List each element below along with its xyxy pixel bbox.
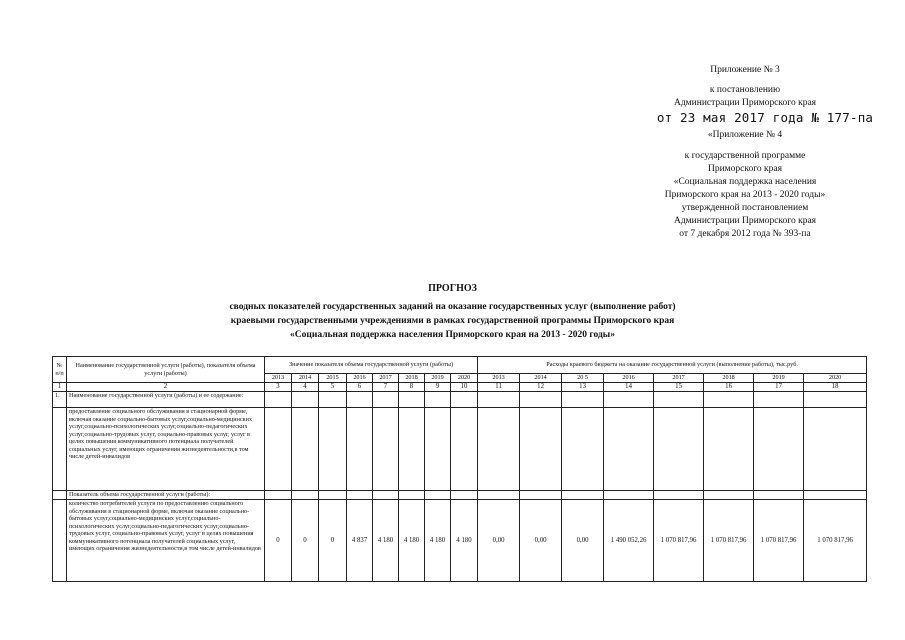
col-name-header: Наименование государственной услуги (работы), показателя объема услуги (работы)	[67, 357, 265, 383]
col-number: 9	[425, 383, 451, 392]
header-administration-2: Администрации Приморского края	[673, 216, 817, 226]
col-number: 15	[654, 383, 704, 392]
col-number: 10	[451, 383, 478, 392]
document-heading: ПРОГНОЗ	[428, 283, 477, 294]
value-cell: 4 180	[451, 500, 478, 582]
col-number: 3	[265, 383, 292, 392]
year-cell: 2019	[754, 374, 804, 383]
year-cell: 2014	[292, 374, 319, 383]
expense-cell: 1 490 052,26	[604, 500, 654, 582]
value-cell: 4 180	[399, 500, 425, 582]
expense-cell: 1 070 817,96	[654, 500, 704, 582]
value-cell: 4 180	[425, 500, 451, 582]
row-label: предоставление социального обслуживания в стационарной форме, включая оказание социально-бытовых услуг,социально-медицинских услуг,социально-психологических услуг,социально-педагогических услуг,социально-трудовых услуг, социально-правовых услуг, услуг в целях повышения коммуникативного потенциала получателей социальных услуг, имеющих ограничения жизнедеятельности,в том числе детей-инвалидов	[67, 408, 265, 491]
expense-cell: 0,00	[520, 500, 562, 582]
year-cell: 2020	[804, 374, 867, 383]
year-cell: 2020	[451, 374, 478, 383]
header-approved-date: от 7 декабря 2012 года № 393-па	[679, 229, 811, 239]
header-date-line: от 23 мая 2017 года № 177-па	[656, 110, 874, 125]
header-to-program: к государственной программе	[684, 151, 806, 161]
col-number: 2	[67, 383, 265, 392]
row-label: Наименование государственной услуги (работы) и ее содержание:	[67, 392, 265, 408]
year-cell: 2015	[319, 374, 347, 383]
forecast-table	[52, 356, 867, 582]
header-appendix-4: «Приложение № 4	[707, 130, 783, 140]
col-number: 8	[399, 383, 425, 392]
year-cell: 2019	[425, 374, 451, 383]
col-expense-group-header: Расходы краевого бюджета на оказание государственной услуги (выполнение работы), тыс.руб.	[478, 357, 867, 374]
col-number: 6	[347, 383, 373, 392]
value-cell: 4 837	[347, 500, 373, 582]
col-number: 7	[373, 383, 399, 392]
header-region: Приморского края	[707, 164, 783, 174]
header-approved: утвержденной постановлением	[681, 203, 809, 213]
value-cell: 0	[319, 500, 347, 582]
year-cell: 2018	[704, 374, 754, 383]
col-number: 17	[754, 383, 804, 392]
year-cell: 2013	[478, 374, 520, 383]
col-number: 13	[562, 383, 604, 392]
col-number: 4	[292, 383, 319, 392]
expense-cell: 0,00	[562, 500, 604, 582]
row-label: количество потребителей услуги по предоставлению социального обслуживания в стационарной форме, включая оказание социально-бытовых услуг,социально-медицинских услуг,социально-психологических услуг,социально-педагогических услуг,социально-трудовых услуг, социально-правовых услуг, услуг в целях повышения коммуникативного потенциала получателей социальных услуг, имеющих ограничения жизнедеятельности,в том числе детей-инвалидов	[67, 500, 265, 582]
col-number: 5	[319, 383, 347, 392]
document-title-line-3: «Социальная поддержка населения Приморского края на 2013 - 2020 годы»	[290, 330, 615, 340]
header-program-name-2: Приморского края на 2013 - 2020 годы»	[664, 190, 826, 200]
row-number: 1.	[53, 392, 67, 408]
table-row-indicator-heading	[53, 491, 867, 500]
expense-cell: 1 070 817,96	[754, 500, 804, 582]
col-value-group-header: Значение показателя объема государственной услуги (работы)	[265, 357, 478, 374]
year-cell: 2014	[520, 374, 562, 383]
header-program-name-1: «Социальная поддержка населения	[673, 177, 817, 187]
table-column-numbers-row	[53, 383, 867, 392]
value-cell: 4 180	[373, 500, 399, 582]
year-cell: 2018	[399, 374, 425, 383]
expense-cell: 0,00	[478, 500, 520, 582]
table-row-service-content	[53, 408, 867, 491]
col-number: 18	[804, 383, 867, 392]
col-no-header: № п/п	[53, 357, 67, 383]
year-cell: 2016	[347, 374, 373, 383]
year-cell: 2013	[265, 374, 292, 383]
table-row-indicator	[53, 500, 867, 582]
col-number: 11	[478, 383, 520, 392]
col-number: 16	[704, 383, 754, 392]
year-cell: 2017	[373, 374, 399, 383]
header-to-resolution: к постановлению	[709, 85, 781, 95]
expense-cell: 1 070 817,96	[804, 500, 867, 582]
value-cell: 0	[292, 500, 319, 582]
document-title-line-1: сводных показателей государственных заданий на оказание государственных услуг (выполнение работ)	[229, 302, 676, 312]
value-cell: 0	[265, 500, 292, 582]
year-cell: 2016	[604, 374, 654, 383]
header-appendix: Приложение № 3	[710, 65, 780, 75]
table-header-row	[53, 357, 867, 374]
year-cell: 2017	[654, 374, 704, 383]
col-number: 14	[604, 383, 654, 392]
header-administration: Администрации Приморского края	[673, 98, 817, 108]
table-row-service-name	[53, 392, 867, 408]
col-number: 1	[53, 383, 67, 392]
document-title-line-2: краевыми государственными учреждениями в рамках государственной программы Приморского края	[230, 316, 675, 326]
expense-cell: 1 070 817,96	[704, 500, 754, 582]
year-cell: 20 5	[562, 374, 604, 383]
row-label: Показатель объема государственной услуги (работы):	[67, 491, 265, 500]
col-number: 12	[520, 383, 562, 392]
